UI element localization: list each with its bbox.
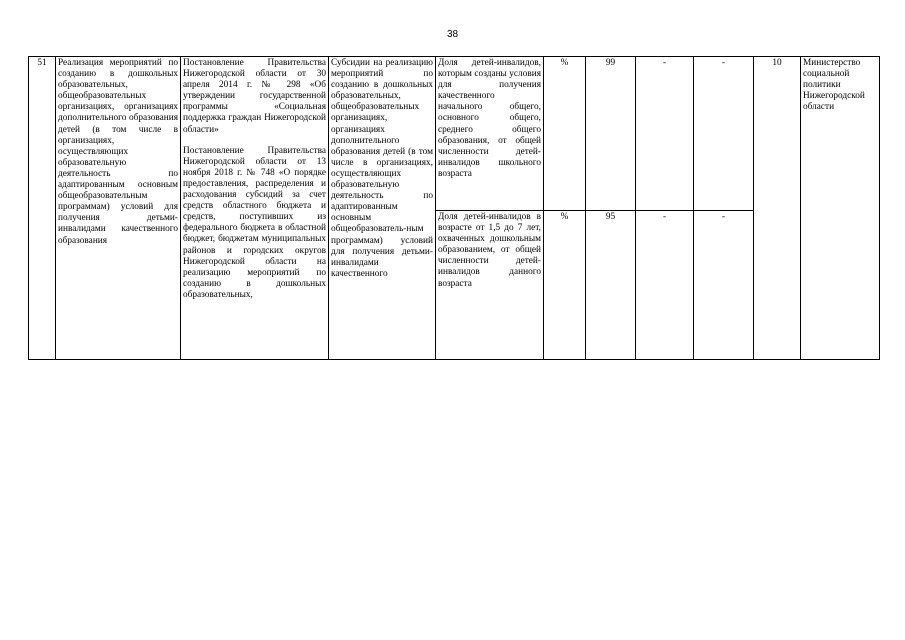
indicator-unit-cell: % — [544, 57, 586, 211]
legal-documents-cell — [181, 57, 329, 360]
program-events-table — [28, 56, 880, 360]
indicator-unit-cell: % — [544, 211, 586, 360]
executor-cell: Министерство социальной политики Нижегородской области — [801, 57, 880, 360]
indicator-col-b-cell: - — [694, 57, 754, 211]
indicator-col-a-cell: - — [636, 57, 694, 211]
row-number: 51 — [29, 57, 56, 360]
table-row — [29, 57, 880, 211]
page-number: 38 — [446, 29, 459, 40]
document-paragraph-1: Постановление Правительства Нижегородской области от 30 апреля 2014 г. № 298 «Об утверждении государственной программы «Социальная поддержка граждан Нижегородской области» — [183, 58, 326, 135]
indicator-col-b-cell: - — [694, 211, 754, 360]
document-paragraph-2: Постановление Правительства Нижегородской области от 13 ноября 2018 г. № 748 «О порядке предоставления, распределения и расходования субсидий за счет средств областного бюджета и средств, поступивших из федерального бюджета в областной бюджет, бюджетам муниципальных районов и городских округов Нижегородской области на реализацию мероприятий по созданию в дошкольных образовательных, — [183, 145, 326, 300]
subsidy-cell: Субсидии на реализацию мероприятий по созданию в дошкольных образовательных, общеобразовательных организациях, организациях дополнительного образования детей (в том числе в организациях, осуществляющих образовательную деятельность по адаптированным основным общеобразователь-ным программам) условий для получения детьми-инвалидами качественного — [329, 57, 436, 360]
indicator-value-cell: 95 — [586, 211, 636, 360]
indicator-col-a-cell: - — [636, 211, 694, 360]
term-cell: 10 — [754, 57, 801, 360]
indicator-name-cell: Доля детей-инвалидов, которым созданы условия для получения качественного начального общего, основного общего, среднего общего образования, от общей численности детей-инвалидов школьного возраста — [436, 57, 544, 211]
indicator-name-cell: Доля детей-инвалидов в возрасте от 1,5 до 7 лет, охваченных дошкольным образованием, от общей численности детей-инвалидов данного возраста — [436, 211, 544, 360]
indicator-value-cell: 99 — [586, 57, 636, 211]
event-name-cell: Реализация мероприятий по созданию в дошкольных образовательных, общеобразовательных организациях, организациях дополнительного образования детей (в том числе в организациях, осуществляющих образовательную деятельность по адаптированным основным общеобразовательным программам) условий для получения детьми-инвалидами качественного образования — [56, 57, 181, 360]
paragraph-gap — [183, 136, 326, 146]
